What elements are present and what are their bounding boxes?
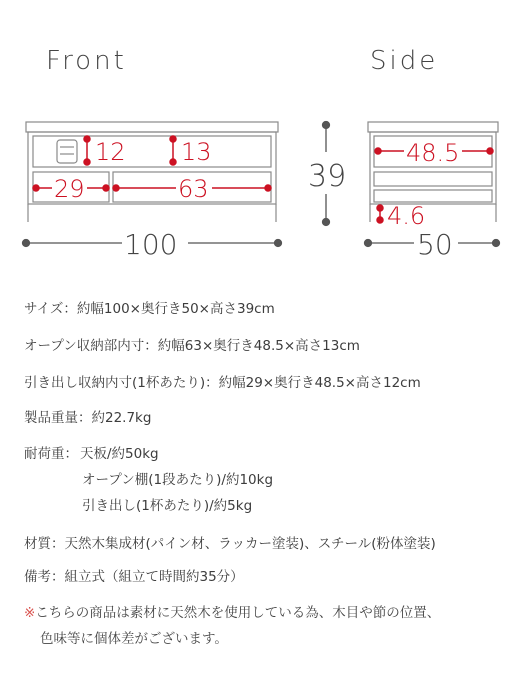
dimension-diagram: [0, 0, 525, 300]
note-mark: ※: [24, 605, 36, 621]
side-dim-50: 50: [417, 228, 453, 261]
side-dim-4-6: 4.6: [387, 202, 426, 230]
spec-open-storage: オープン収納部内寸：約幅63×奥行き48.5×高さ13cm: [24, 338, 360, 354]
spec-load-drawer: 引き出し(1杯あたり)/約5kg: [82, 498, 253, 514]
side-view-title: Side: [370, 46, 439, 76]
front-view-title: Front: [46, 46, 127, 76]
front-tabletop: [26, 122, 278, 132]
side-dim-48-5: 48.5: [406, 139, 460, 167]
front-device-icon: [57, 140, 77, 163]
spec-load-top: 天板/約50kg: [80, 446, 159, 462]
side-tabletop: [368, 122, 498, 132]
note-text-1: こちらの商品は素材に天然木を使用している為、木目や節の位置、: [35, 605, 441, 621]
front-view-drawing: [26, 122, 278, 222]
spec-drawer-storage: 引き出し収納内寸(1杯あたり)：約幅29×奥行き48.5×高さ12cm: [24, 375, 421, 391]
spec-material: 材質：天然木集成材(パイン材、ラッカー塗装)、スチール(粉体塗装): [24, 536, 436, 552]
spec-load-shelf: オープン棚(1段あたり)/約10kg: [82, 472, 274, 488]
spec-load-label: 耐荷重：: [24, 446, 78, 462]
spec-size: サイズ：約幅100×奥行き50×高さ39cm: [24, 301, 275, 317]
front-dim-29: 29: [54, 175, 85, 203]
side-drawer-top: [374, 172, 492, 186]
front-open-shelf: [33, 136, 271, 167]
spec-note-line1: [24, 604, 440, 622]
front-dim-12: 12: [95, 138, 126, 166]
front-dim-13: 13: [181, 138, 212, 166]
front-dim-100: 100: [124, 228, 178, 261]
front-dim-63: 63: [178, 175, 209, 203]
spec-remarks: 備考：組立式（組立て時間約35分）: [24, 569, 244, 585]
spec-weight: 製品重量：約22.7kg: [24, 410, 152, 426]
side-drawer-bottom: [374, 190, 492, 202]
side-dim-39: 39: [308, 159, 347, 194]
spec-note-line2: 色味等に個体差がございます。: [40, 631, 228, 647]
